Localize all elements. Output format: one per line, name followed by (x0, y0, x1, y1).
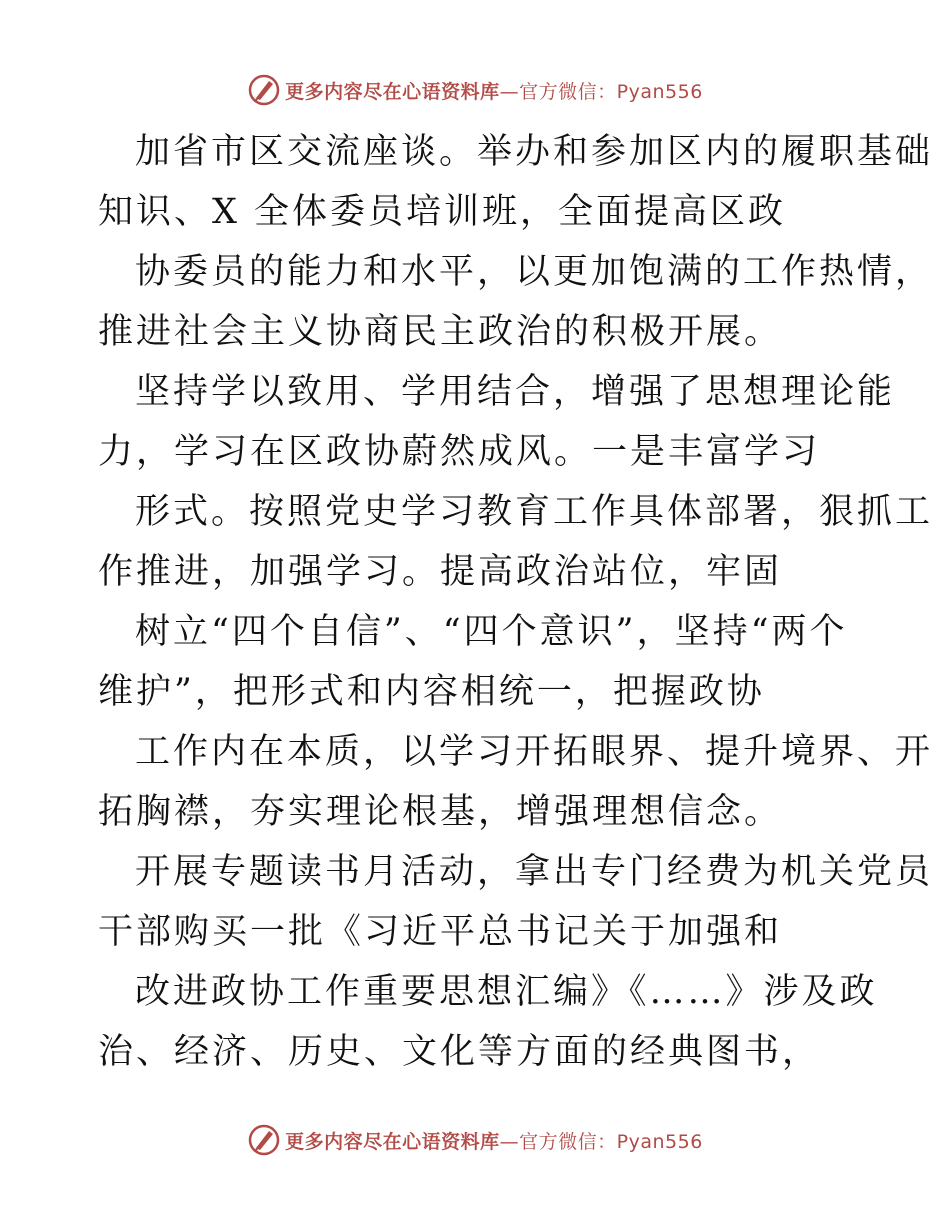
body-line: 坚持学以致用、学用结合，增强了思想理论能 (135, 372, 896, 412)
footer-banner (0, 1120, 950, 1160)
body-line: 形式。按照党史学习教育工作具体部署，狠抓工 (135, 492, 934, 532)
body-line: 拓胸襟，夯实理论根基，增强理想信念。 (98, 792, 783, 832)
body-line: 作推进，加强学习。提高政治站位，牢固 (98, 552, 783, 592)
body-line: 工作内在本质，以学习开拓眼界、提升境界、开 (135, 732, 934, 772)
body-line: 治、经济、历史、文化等方面的经典图书， (98, 1032, 821, 1072)
body-line: 加省市区交流座谈。举办和参加区内的履职基础 (135, 132, 934, 172)
header-suffix: —官方微信：Pyan556 (499, 80, 703, 103)
body-line: 力，学习在区政协蔚然成风。一是丰富学习 (98, 432, 821, 472)
header-brand: 更多内容尽在心语资料库 (285, 80, 500, 103)
footer-text (285, 1127, 703, 1154)
body-line: 维护”，把形式和内容相统一，把握政协 (98, 672, 765, 712)
body-line: 知识、X 全体委员培训班，全面提高区政 (98, 192, 787, 232)
header-banner (0, 70, 950, 110)
body-line: 开展专题读书月活动，拿出专门经费为机关党员 (135, 852, 934, 892)
quill-pen-logo-icon (247, 1123, 281, 1157)
body-line: 推进社会主义协商民主政治的积极开展。 (98, 312, 783, 352)
quill-pen-logo-icon (247, 73, 281, 107)
footer-brand: 更多内容尽在心语资料库 (285, 1130, 500, 1153)
body-line: 干部购买一批《习近平总书记关于加强和 (98, 912, 783, 952)
body-line: 协委员的能力和水平，以更加饱满的工作热情， (135, 252, 934, 292)
body-line: 树立“四个自信”、“四个意识”，坚持“两个 (135, 612, 848, 652)
header-text (285, 77, 703, 104)
body-line: 改进政协工作重要思想汇编》《……》涉及政 (135, 972, 878, 1012)
footer-suffix: —官方微信：Pyan556 (499, 1130, 703, 1153)
